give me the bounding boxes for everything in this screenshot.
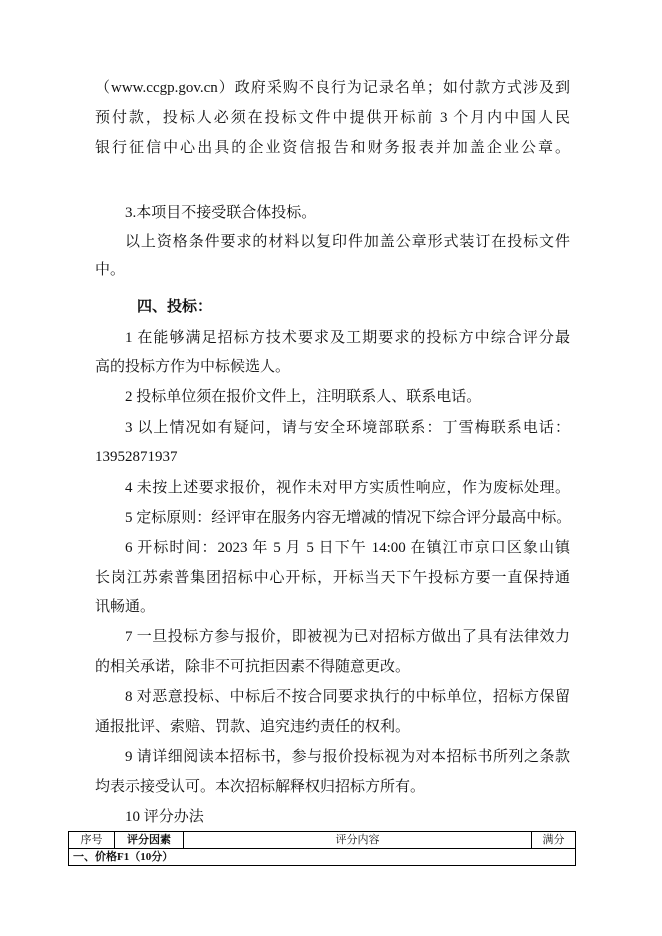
- paragraph-line: 以上资格条件要求的材料以复印件加盖公章形式装订在投标文件: [125, 234, 570, 250]
- paragraph-line: 的相关承诺，除非不可抗拒因素不得随意更改。: [95, 659, 411, 675]
- paragraph-line: 2 投标单位须在报价文件上，注明联系人、联系电话。: [125, 389, 482, 405]
- section-heading: 四、投标：: [137, 299, 213, 315]
- table-row: [69, 849, 576, 866]
- paragraph-line: 6 开标时间：2023 年 5 月 5 日下午 14:00 在镇江市京口区象山镇: [125, 540, 570, 556]
- paragraph-line: 7 一旦投标方参与报价，即被视为已对招标方做出了具有法律效力: [125, 629, 570, 645]
- header-full-score: 满分: [532, 832, 576, 849]
- paragraph-line: 均表示接受认可。本次招标解释权归招标方所有。: [95, 779, 426, 795]
- section-price-row: 一、价格F1（10分）: [69, 849, 576, 866]
- scoring-table: [68, 831, 576, 866]
- paragraph-line: 预付款，投标人必须在投标文件中提供开标前 3 个月内中国人民: [95, 110, 570, 126]
- paragraph-line: 1 在能够满足招标方技术要求及工期要求的投标方中综合评分最: [125, 330, 570, 346]
- header-content: 评分内容: [184, 832, 532, 849]
- paragraph-line: 通报批评、索赔、罚款、追究违约责任的权利。: [95, 719, 411, 735]
- paragraph-line: 中。: [95, 262, 126, 278]
- paragraph-line: 3.本项目不接受联合体投标。: [125, 205, 317, 221]
- paragraph-line: 8 对恶意投标、中标后不按合同要求执行的中标单位，招标方保留: [125, 689, 570, 705]
- header-factor: 评分因素: [115, 832, 184, 849]
- paragraph-line: 高的投标方作为中标候选人。: [95, 359, 291, 375]
- paragraph-line: 长岗江苏索普集团招标中心开标，开标当天下午投标方要一直保持通: [95, 570, 570, 586]
- phone-number: 13952871937: [95, 449, 178, 465]
- paragraph-line: 9 请详细阅读本招标书，参与报价投标视为对本招标书所列之条款: [125, 749, 570, 765]
- paragraph-line: 5 定标原则：经评审在服务内容无增减的情况下综合评分最高中标。: [125, 510, 572, 526]
- table-header-row: [69, 832, 576, 849]
- paragraph-line: （www.ccgp.gov.cn）政府采购不良行为记录名单；如付款方式涉及到: [95, 80, 570, 96]
- paragraph-line: 讯畅通。: [95, 599, 156, 615]
- paragraph-line: 10 评分办法: [125, 809, 204, 825]
- paragraph-line: 银行征信中心出具的企业资信报告和财务报表并加盖企业公章。: [95, 140, 570, 156]
- paragraph-line: 3 以上情况如有疑问，请与安全环境部联系：丁雪梅联系电话：: [125, 420, 570, 436]
- header-index: 序号: [69, 832, 115, 849]
- paragraph-line: 4 未按上述要求报价，视作未对甲方实质性响应，作为废标处理。: [125, 480, 570, 496]
